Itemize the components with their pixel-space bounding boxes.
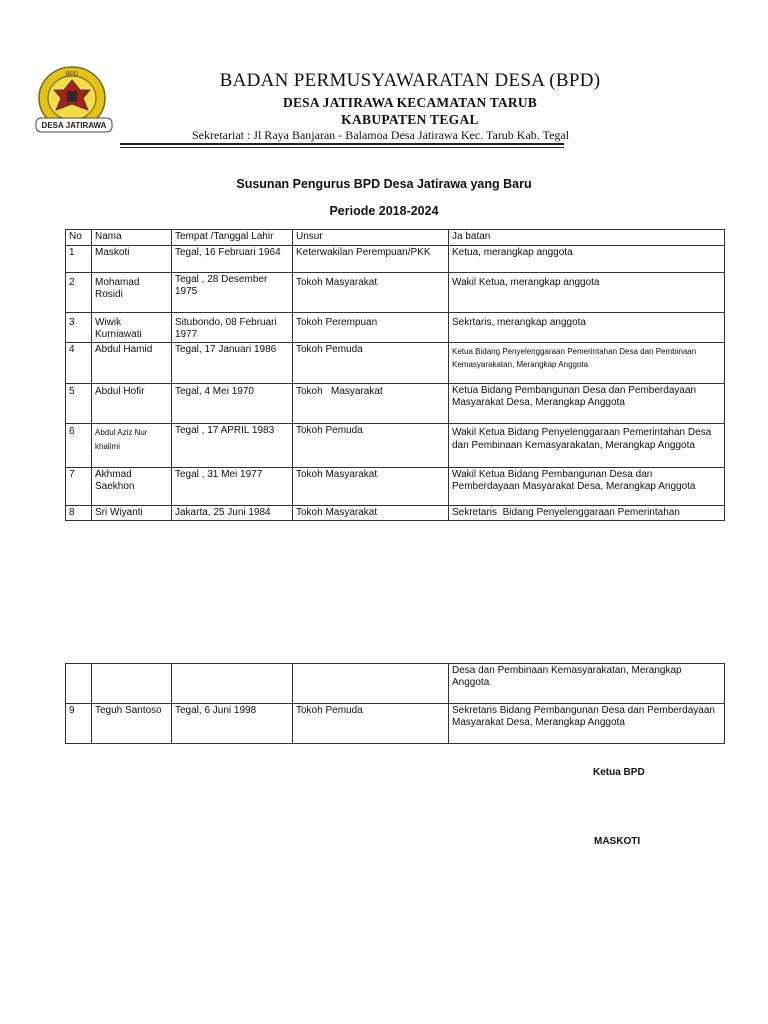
signature-name: MASKOTI	[594, 836, 641, 847]
cell-name: Abdul Hamid	[92, 343, 172, 384]
cell-birth: Tegal, 16 Februari 1964	[172, 246, 293, 273]
letterhead-rule-thick	[120, 143, 564, 145]
cell-no: 2	[66, 273, 92, 313]
cell-name	[92, 664, 172, 704]
signature-title: Ketua BPD	[593, 767, 645, 778]
cell-no: 8	[66, 506, 92, 521]
logo-top-text: BPD	[65, 72, 79, 78]
org-name: BADAN PERMUSYAWARATAN DESA (BPD)	[219, 70, 601, 91]
cell-position: Wakil Ketua Bidang Pembangunan Desa dan Pemberdayaan Masyarakat Desa, Merangkap Anggota	[449, 468, 725, 506]
cell-position: Desa dan Pembinaan Kemasyarakatan, Merangkap Anggota	[449, 664, 725, 704]
cell-birth: Tegal , 28 Desember 1975	[172, 273, 293, 313]
cell-position: Wakil Ketua, merangkap anggota	[449, 273, 725, 313]
cell-element: Tokoh Perempuan	[293, 313, 449, 343]
cell-element: Tokoh Pemuda	[293, 343, 449, 384]
header-name: Nama	[92, 230, 172, 246]
cell-no	[66, 664, 92, 704]
cell-element	[293, 664, 449, 704]
cell-position: Wakil Ketua Bidang Penyelenggaraan Pemerintahan Desa dan Pembinaan Kemasyarakatan, Merangkap Anggota	[449, 424, 725, 468]
cell-element: Tokoh Masyarakat	[293, 506, 449, 521]
letterhead-rule-thin	[120, 147, 564, 148]
cell-position: Sekrtaris, merangkap anggota	[449, 313, 725, 343]
cell-name: Akhmad Saekhon	[92, 468, 172, 506]
header-position: Ja batan	[449, 230, 725, 246]
table-row	[66, 704, 725, 744]
cell-name: Maskoti	[92, 246, 172, 273]
cell-no: 5	[66, 384, 92, 424]
header-no: No	[66, 230, 92, 246]
table-row	[66, 506, 725, 521]
cell-no: 9	[66, 704, 92, 744]
cell-position: Sekretaris Bidang Penyelenggaraan Pemerintahan	[449, 506, 725, 521]
cell-element: Tokoh Masyarakat	[293, 384, 449, 424]
cell-element: Tokoh Pemuda	[293, 704, 449, 744]
cell-no: 1	[66, 246, 92, 273]
cell-birth: Tegal, 6 Juni 1998	[172, 704, 293, 744]
header-element: Unsur	[293, 230, 449, 246]
table-row	[66, 246, 725, 273]
seal-garuda-icon	[34, 64, 114, 136]
cell-birth	[172, 664, 293, 704]
table-row	[66, 468, 725, 506]
cell-birth: Tegal, 4 Mei 1970	[172, 384, 293, 424]
letterhead	[0, 0, 768, 150]
cell-no: 7	[66, 468, 92, 506]
table-row	[66, 664, 725, 704]
document-period: Periode 2018-2024	[329, 204, 439, 218]
table-row	[66, 384, 725, 424]
logo-banner-text: DESA JATIRAWA	[41, 121, 107, 130]
cell-birth: Tegal, 17 Januari 1986	[172, 343, 293, 384]
members-table-continued	[65, 663, 725, 744]
table-header-row	[66, 230, 725, 246]
members-table	[65, 229, 725, 521]
cell-no: 4	[66, 343, 92, 384]
cell-name: Sri Wiyanti	[92, 506, 172, 521]
cell-name: Wiwik Kurniawati	[92, 313, 172, 343]
cell-position: Sekretaris Bidang Pembangunan Desa dan Pemberdayaan Masyarakat Desa, Merangkap Anggota	[449, 704, 725, 744]
cell-element: Tokoh Masyarakat	[293, 468, 449, 506]
cell-name: Teguh Santoso	[92, 704, 172, 744]
cell-position: Ketua Bidang Penyelenggaraan Pemerintahan Desa dan Pembinaan Kemasyarakatan, Merangkap Anggota	[449, 343, 725, 384]
cell-birth: Tegal , 31 Mei 1977	[172, 468, 293, 506]
cell-element: Tokoh Pemuda	[293, 424, 449, 468]
cell-no: 3	[66, 313, 92, 343]
header-birth: Tempat /Tanggal Lahir	[172, 230, 293, 246]
org-address: Sekretariat : Jl Raya Banjaran - Balamoa Desa Jatirawa Kec. Tarub Kab. Tegal	[192, 128, 570, 142]
table-row	[66, 273, 725, 313]
table-row	[66, 343, 725, 384]
cell-name: Abdul Aziz Nur khalimi	[92, 424, 172, 468]
cell-birth: Tegal , 17 APRIL 1983	[172, 424, 293, 468]
table-row	[66, 313, 725, 343]
cell-element: Tokoh Masyarakat	[293, 273, 449, 313]
cell-position: Ketua, merangkap anggota	[449, 246, 725, 273]
cell-no: 6	[66, 424, 92, 468]
cell-position: Ketua Bidang Pembangunan Desa dan Pemberdayaan Masyarakat Desa, Merangkap Anggota	[449, 384, 725, 424]
cell-name: Abdul Hofir	[92, 384, 172, 424]
org-village: DESA JATIRAWA KECAMATAN TARUB	[283, 95, 537, 110]
cell-birth: Jakarta, 25 Juni 1984	[172, 506, 293, 521]
cell-birth: Situbondo, 08 Februari 1977	[172, 313, 293, 343]
document-title: Susunan Pengurus BPD Desa Jatirawa yang Baru	[236, 177, 532, 191]
org-regency: KABUPATEN TEGAL	[341, 112, 479, 127]
cell-name: Mohamad Rosidi	[92, 273, 172, 313]
table-row	[66, 424, 725, 468]
cell-element: Keterwakilan Perempuan/PKK	[293, 246, 449, 273]
